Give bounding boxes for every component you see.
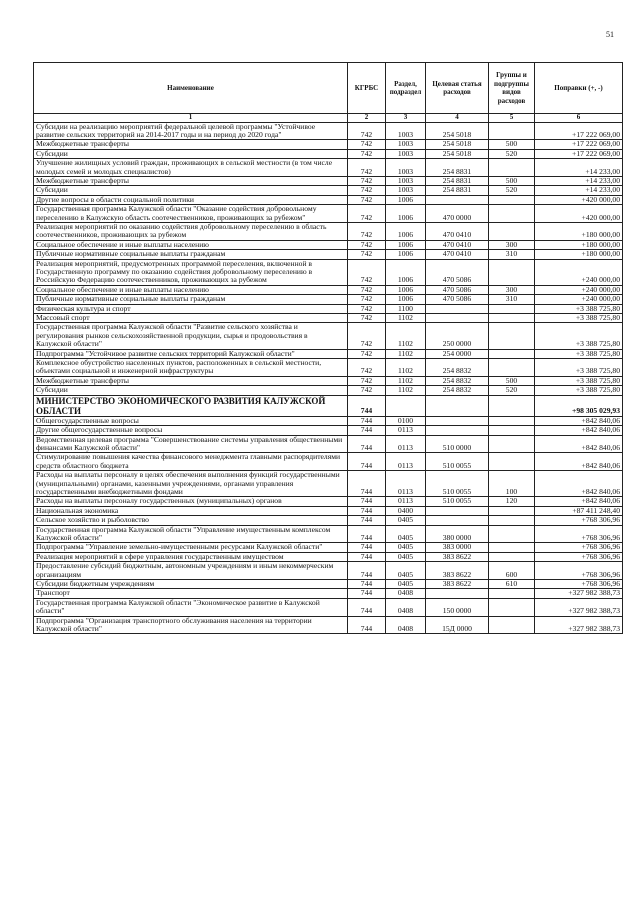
row-name-cell: Межбюджетные трансферты — [34, 140, 348, 149]
row-group-cell — [489, 453, 535, 471]
row-kgrbs-cell: 744 — [348, 616, 386, 634]
row-target-cell — [426, 314, 489, 323]
row-target-cell: 470 0410 — [426, 222, 489, 240]
row-section-cell: 1102 — [386, 323, 426, 349]
row-section-cell: 0405 — [386, 552, 426, 561]
row-target-cell — [426, 516, 489, 525]
table-row — [34, 497, 623, 506]
row-kgrbs-cell: 744 — [348, 589, 386, 598]
row-target-cell: 380 0000 — [426, 525, 489, 543]
row-name-cell: Физическая культура и спорт — [34, 304, 348, 313]
row-target-cell: 254 5018 — [426, 122, 489, 140]
row-target-cell: 470 0410 — [426, 240, 489, 249]
row-section-cell: 1003 — [386, 159, 426, 177]
row-section-cell: 1003 — [386, 186, 426, 195]
row-kgrbs-cell: 742 — [348, 259, 386, 285]
row-kgrbs-cell: 742 — [348, 159, 386, 177]
row-group-cell — [489, 205, 535, 223]
row-target-cell: 510 0000 — [426, 435, 489, 453]
header-groups: Группы и подгруппы видов расходов — [489, 63, 535, 114]
row-name-cell: Государственная программа Калужской области "Управление имущественным комплексом Калужской области" — [34, 525, 348, 543]
row-section-cell: 1102 — [386, 386, 426, 395]
table-row — [34, 122, 623, 140]
row-amount-cell: +768 306,96 — [535, 562, 623, 580]
row-name-cell: Транспорт — [34, 589, 348, 598]
row-kgrbs-cell: 742 — [348, 149, 386, 158]
row-amount-cell: +180 000,00 — [535, 240, 623, 249]
row-kgrbs-cell: 742 — [348, 295, 386, 304]
row-group-cell: 520 — [489, 386, 535, 395]
row-name-cell: Массовый спорт — [34, 314, 348, 323]
row-kgrbs-cell: 744 — [348, 580, 386, 589]
row-name-cell: Межбюджетные трансферты — [34, 176, 348, 185]
row-name-cell: Социальное обеспечение и иные выплаты населению — [34, 240, 348, 249]
row-amount-cell: +327 982 388,73 — [535, 598, 623, 616]
row-section-cell: 0405 — [386, 562, 426, 580]
row-section-cell: 0405 — [386, 543, 426, 552]
row-target-cell: 254 8832 — [426, 359, 489, 377]
row-kgrbs-cell: 744 — [348, 471, 386, 497]
row-kgrbs-cell: 742 — [348, 186, 386, 195]
row-group-cell: 500 — [489, 140, 535, 149]
row-name-cell: Публичные нормативные социальные выплаты гражданам — [34, 250, 348, 259]
row-kgrbs-cell: 742 — [348, 304, 386, 313]
row-amount-cell: +768 306,96 — [535, 552, 623, 561]
row-group-cell — [489, 616, 535, 634]
row-amount-cell: +14 233,00 — [535, 176, 623, 185]
row-target-cell: 254 5018 — [426, 140, 489, 149]
row-section-cell: 0408 — [386, 616, 426, 634]
row-group-cell — [489, 543, 535, 552]
budget-amendments-table — [33, 62, 623, 634]
row-amount-cell: +14 233,00 — [535, 159, 623, 177]
row-group-cell: 310 — [489, 295, 535, 304]
row-section-cell: 0405 — [386, 516, 426, 525]
row-group-cell: 520 — [489, 149, 535, 158]
row-amount-cell: +3 388 725,80 — [535, 376, 623, 385]
column-number: 4 — [426, 114, 489, 123]
row-section-cell: 1102 — [386, 359, 426, 377]
row-kgrbs-cell: 742 — [348, 222, 386, 240]
row-kgrbs-cell: 742 — [348, 195, 386, 204]
row-name-cell: Субсидии — [34, 186, 348, 195]
row-group-cell: 120 — [489, 497, 535, 506]
row-name-cell: Общегосударственные вопросы — [34, 416, 348, 425]
row-name-cell: Стимулирование повышения качества финансового менеджмента главными распорядителями средств областного бюджета — [34, 453, 348, 471]
row-group-cell — [489, 416, 535, 425]
table-row — [34, 205, 623, 223]
row-group-cell — [489, 359, 535, 377]
row-target-cell — [426, 426, 489, 435]
row-kgrbs-cell: 742 — [348, 205, 386, 223]
row-kgrbs-cell: 742 — [348, 376, 386, 385]
row-name-cell: Сельское хозяйство и рыболовство — [34, 516, 348, 525]
row-target-cell: 254 8832 — [426, 376, 489, 385]
row-amount-cell: +768 306,96 — [535, 543, 623, 552]
row-name-cell: Улучшение жилищных условий граждан, проживающих в сельской местности (в том числе молодых семей и молодых специалистов) — [34, 159, 348, 177]
row-name-cell: Государственная программа Калужской области "Развитие сельского хозяйства и регулирования рынков сельскохозяйственной продукции, сырья и продовольствия в Калужской области" — [34, 323, 348, 349]
row-kgrbs-cell: 742 — [348, 122, 386, 140]
row-group-cell: 500 — [489, 176, 535, 185]
row-target-cell: 470 0000 — [426, 205, 489, 223]
row-kgrbs-cell: 744 — [348, 435, 386, 453]
row-amount-cell: +327 982 388,73 — [535, 589, 623, 598]
row-target-cell: 254 0000 — [426, 349, 489, 358]
table-row — [34, 359, 623, 377]
header-amendments: Поправки (+, -) — [535, 63, 623, 114]
row-section-cell: 1100 — [386, 304, 426, 313]
row-section-cell — [386, 395, 426, 416]
row-name-cell: Государственная программа Калужской области "Экономическое развитие в Калужской области" — [34, 598, 348, 616]
table-row — [34, 250, 623, 259]
row-amount-cell: +240 000,00 — [535, 285, 623, 294]
row-name-cell: Субсидии бюджетным учреждениям — [34, 580, 348, 589]
row-target-cell: 150 0000 — [426, 598, 489, 616]
table-row — [34, 426, 623, 435]
row-section-cell: 0408 — [386, 589, 426, 598]
row-amount-cell: +17 222 069,00 — [535, 122, 623, 140]
row-group-cell — [489, 314, 535, 323]
row-group-cell — [489, 516, 535, 525]
row-group-cell — [489, 395, 535, 416]
row-section-cell: 1102 — [386, 349, 426, 358]
row-section-cell: 0113 — [386, 435, 426, 453]
row-section-cell: 0405 — [386, 580, 426, 589]
table-row — [34, 323, 623, 349]
row-name-cell: Субсидии — [34, 149, 348, 158]
table-row — [34, 453, 623, 471]
row-group-cell — [489, 159, 535, 177]
row-name-cell: Подпрограмма "Устойчивое развитие сельских территорий Калужской области" — [34, 349, 348, 358]
row-target-cell: 254 8831 — [426, 186, 489, 195]
row-name-cell: Межбюджетные трансферты — [34, 376, 348, 385]
row-section-cell: 1003 — [386, 140, 426, 149]
table-row — [34, 435, 623, 453]
row-kgrbs-cell: 744 — [348, 543, 386, 552]
row-kgrbs-cell: 742 — [348, 349, 386, 358]
row-group-cell — [489, 525, 535, 543]
row-group-cell: 310 — [489, 250, 535, 259]
table-row — [34, 589, 623, 598]
row-kgrbs-cell: 742 — [348, 240, 386, 249]
row-amount-cell: +180 000,00 — [535, 250, 623, 259]
table-row — [34, 395, 623, 416]
row-group-cell: 100 — [489, 471, 535, 497]
row-group-cell — [489, 598, 535, 616]
table-row — [34, 159, 623, 177]
row-amount-cell: +3 388 725,80 — [535, 349, 623, 358]
row-name-cell: Предоставление субсидий бюджетным, автономным учреждениям и иным некоммерческим организациям — [34, 562, 348, 580]
row-section-cell: 0113 — [386, 497, 426, 506]
row-amount-cell: +3 388 725,80 — [535, 304, 623, 313]
row-name-cell: Подпрограмма "Организация транспортного обслуживания населения на территории Калужской области" — [34, 616, 348, 634]
row-target-cell: 254 5018 — [426, 149, 489, 158]
row-section-cell: 1006 — [386, 285, 426, 294]
table-row — [34, 598, 623, 616]
row-group-cell: 600 — [489, 562, 535, 580]
row-section-cell: 0400 — [386, 506, 426, 515]
row-group-cell — [489, 323, 535, 349]
row-section-cell: 0100 — [386, 416, 426, 425]
row-target-cell — [426, 589, 489, 598]
row-target-cell — [426, 304, 489, 313]
row-name-cell: Субсидии на реализацию мероприятий федеральной целевой программы "Устойчивое развитие сельских территорий на 2014-2017 годы и на период до 2020 года" — [34, 122, 348, 140]
row-name-cell: Другие вопросы в области социальной политики — [34, 195, 348, 204]
table-row — [34, 525, 623, 543]
row-amount-cell: +17 222 069,00 — [535, 149, 623, 158]
row-kgrbs-cell: 742 — [348, 314, 386, 323]
row-name-cell: Субсидии — [34, 386, 348, 395]
row-target-cell: 470 5086 — [426, 259, 489, 285]
table-row — [34, 471, 623, 497]
row-section-cell: 1003 — [386, 122, 426, 140]
row-target-cell — [426, 416, 489, 425]
row-name-cell: Реализация мероприятий, предусмотренных программой переселения, включенной в Государственную программу по оказанию содействия добровольному переселению в Российскую Федерацию соотечественников, проживающих за рубежом — [34, 259, 348, 285]
header-target: Целевая статья расходов — [426, 63, 489, 114]
page-number: 51 — [606, 30, 614, 39]
row-amount-cell: +842 840,06 — [535, 435, 623, 453]
row-name-cell: МИНИСТЕРСТВО ЭКОНОМИЧЕСКОГО РАЗВИТИЯ КАЛУЖСКОЙ ОБЛАСТИ — [34, 395, 348, 416]
row-amount-cell: +180 000,00 — [535, 222, 623, 240]
header-kgrbs: КГРБС — [348, 63, 386, 114]
row-name-cell: Национальная экономика — [34, 506, 348, 515]
row-kgrbs-cell: 742 — [348, 140, 386, 149]
row-section-cell: 0405 — [386, 525, 426, 543]
table-row — [34, 295, 623, 304]
table-row — [34, 376, 623, 385]
row-amount-cell: +842 840,06 — [535, 416, 623, 425]
row-amount-cell: +3 388 725,80 — [535, 314, 623, 323]
row-group-cell — [489, 259, 535, 285]
row-name-cell: Государственная программа Калужской области "Оказание содействия добровольному переселению в Калужскую область соотечественников, проживающих за рубежом" — [34, 205, 348, 223]
row-target-cell: 254 8831 — [426, 176, 489, 185]
row-kgrbs-cell: 744 — [348, 506, 386, 515]
table-row — [34, 616, 623, 634]
row-amount-cell: +98 305 029,93 — [535, 395, 623, 416]
row-target-cell — [426, 195, 489, 204]
row-target-cell: 470 5086 — [426, 295, 489, 304]
row-target-cell: 383 0000 — [426, 543, 489, 552]
header-section: Раздел, подраздел — [386, 63, 426, 114]
row-target-cell: 510 0055 — [426, 497, 489, 506]
table-row — [34, 386, 623, 395]
row-kgrbs-cell: 744 — [348, 598, 386, 616]
table-row — [34, 259, 623, 285]
row-name-cell: Социальное обеспечение и иные выплаты населению — [34, 285, 348, 294]
row-target-cell — [426, 506, 489, 515]
column-number: 3 — [386, 114, 426, 123]
row-section-cell: 1003 — [386, 176, 426, 185]
row-section-cell: 0113 — [386, 471, 426, 497]
row-amount-cell: +842 840,06 — [535, 453, 623, 471]
row-amount-cell: +768 306,96 — [535, 580, 623, 589]
row-group-cell — [489, 589, 535, 598]
row-kgrbs-cell: 744 — [348, 497, 386, 506]
row-amount-cell: +842 840,06 — [535, 426, 623, 435]
row-target-cell: 383 8622 — [426, 562, 489, 580]
row-kgrbs-cell: 742 — [348, 323, 386, 349]
column-number: 5 — [489, 114, 535, 123]
row-section-cell: 1006 — [386, 222, 426, 240]
row-target-cell: 15Д 0000 — [426, 616, 489, 634]
row-group-cell: 300 — [489, 240, 535, 249]
row-group-cell — [489, 506, 535, 515]
row-name-cell: Расходы на выплаты персоналу в целях обеспечения выполнения функций государственными (муниципальными) органами, казенными учреждениями, органами управления государственными внебюджетными фондами — [34, 471, 348, 497]
row-section-cell: 1102 — [386, 314, 426, 323]
row-group-cell: 500 — [489, 376, 535, 385]
row-section-cell: 1006 — [386, 240, 426, 249]
row-section-cell: 1006 — [386, 250, 426, 259]
row-amount-cell: +842 840,06 — [535, 471, 623, 497]
row-kgrbs-cell: 744 — [348, 525, 386, 543]
row-kgrbs-cell: 744 — [348, 562, 386, 580]
column-number-row — [34, 114, 623, 123]
column-number: 6 — [535, 114, 623, 123]
row-amount-cell: +87 411 248,40 — [535, 506, 623, 515]
row-target-cell: 254 8832 — [426, 386, 489, 395]
row-amount-cell: +17 222 069,00 — [535, 140, 623, 149]
row-amount-cell: +3 388 725,80 — [535, 323, 623, 349]
row-amount-cell: +768 306,96 — [535, 525, 623, 543]
table-row — [34, 543, 623, 552]
row-amount-cell: +3 388 725,80 — [535, 359, 623, 377]
row-kgrbs-cell: 744 — [348, 453, 386, 471]
table-row — [34, 580, 623, 589]
row-kgrbs-cell: 742 — [348, 176, 386, 185]
row-name-cell: Расходы на выплаты персоналу государственных (муниципальных) органов — [34, 497, 348, 506]
row-target-cell: 510 0055 — [426, 471, 489, 497]
row-group-cell: 610 — [489, 580, 535, 589]
row-kgrbs-cell: 744 — [348, 416, 386, 425]
row-group-cell — [489, 552, 535, 561]
row-amount-cell: +768 306,96 — [535, 516, 623, 525]
row-section-cell: 1102 — [386, 376, 426, 385]
table-row — [34, 176, 623, 185]
row-target-cell: 383 8622 — [426, 552, 489, 561]
row-kgrbs-cell: 742 — [348, 250, 386, 259]
header-row — [34, 63, 623, 114]
row-kgrbs-cell: 744 — [348, 426, 386, 435]
row-target-cell: 250 0000 — [426, 323, 489, 349]
row-group-cell — [489, 349, 535, 358]
row-kgrbs-cell: 744 — [348, 516, 386, 525]
row-kgrbs-cell: 742 — [348, 285, 386, 294]
table-row — [34, 562, 623, 580]
table-row — [34, 186, 623, 195]
row-section-cell: 0113 — [386, 453, 426, 471]
row-name-cell: Комплексное обустройство населенных пунктов, расположенных в сельской местности, объектами социальной и инженерной инфраструктуры — [34, 359, 348, 377]
row-target-cell: 254 8831 — [426, 159, 489, 177]
table-row — [34, 222, 623, 240]
row-section-cell: 0408 — [386, 598, 426, 616]
row-target-cell — [426, 395, 489, 416]
row-group-cell — [489, 435, 535, 453]
row-group-cell: 520 — [489, 186, 535, 195]
row-name-cell: Публичные нормативные социальные выплаты гражданам — [34, 295, 348, 304]
row-group-cell — [489, 122, 535, 140]
row-amount-cell: +842 840,06 — [535, 497, 623, 506]
column-number: 1 — [34, 114, 348, 123]
row-target-cell: 470 0410 — [426, 250, 489, 259]
table-row — [34, 304, 623, 313]
row-amount-cell: +420 000,00 — [535, 195, 623, 204]
row-kgrbs-cell: 742 — [348, 386, 386, 395]
row-amount-cell: +327 982 388,73 — [535, 616, 623, 634]
row-kgrbs-cell: 744 — [348, 395, 386, 416]
row-section-cell: 1006 — [386, 295, 426, 304]
row-section-cell: 0113 — [386, 426, 426, 435]
row-section-cell: 1003 — [386, 149, 426, 158]
row-amount-cell: +14 233,00 — [535, 186, 623, 195]
row-amount-cell: +240 000,00 — [535, 295, 623, 304]
row-name-cell: Реализация мероприятий в сфере управления государственным имуществом — [34, 552, 348, 561]
row-name-cell: Другие общегосударственные вопросы — [34, 426, 348, 435]
row-kgrbs-cell: 744 — [348, 552, 386, 561]
row-amount-cell: +3 388 725,80 — [535, 386, 623, 395]
row-group-cell — [489, 304, 535, 313]
row-name-cell: Подпрограмма "Управление земельно-имущественными ресурсами Калужской области" — [34, 543, 348, 552]
row-name-cell: Реализация мероприятий по оказанию содействия добровольному переселению в область соотечественников, проживающих за рубежом — [34, 222, 348, 240]
row-section-cell: 1006 — [386, 195, 426, 204]
row-target-cell: 510 0055 — [426, 453, 489, 471]
header-name: Наименование — [34, 63, 348, 114]
row-name-cell: Ведомственная целевая программа "Совершенствование системы управления общественными финансами Калужской области" — [34, 435, 348, 453]
row-group-cell — [489, 222, 535, 240]
row-amount-cell: +420 000,00 — [535, 205, 623, 223]
row-group-cell: 300 — [489, 285, 535, 294]
column-number: 2 — [348, 114, 386, 123]
row-group-cell — [489, 195, 535, 204]
row-target-cell: 470 5086 — [426, 285, 489, 294]
row-amount-cell: +240 000,00 — [535, 259, 623, 285]
row-kgrbs-cell: 742 — [348, 359, 386, 377]
table-row — [34, 140, 623, 149]
row-target-cell: 383 8622 — [426, 580, 489, 589]
row-group-cell — [489, 426, 535, 435]
row-section-cell: 1006 — [386, 205, 426, 223]
table-row — [34, 516, 623, 525]
row-section-cell: 1006 — [386, 259, 426, 285]
